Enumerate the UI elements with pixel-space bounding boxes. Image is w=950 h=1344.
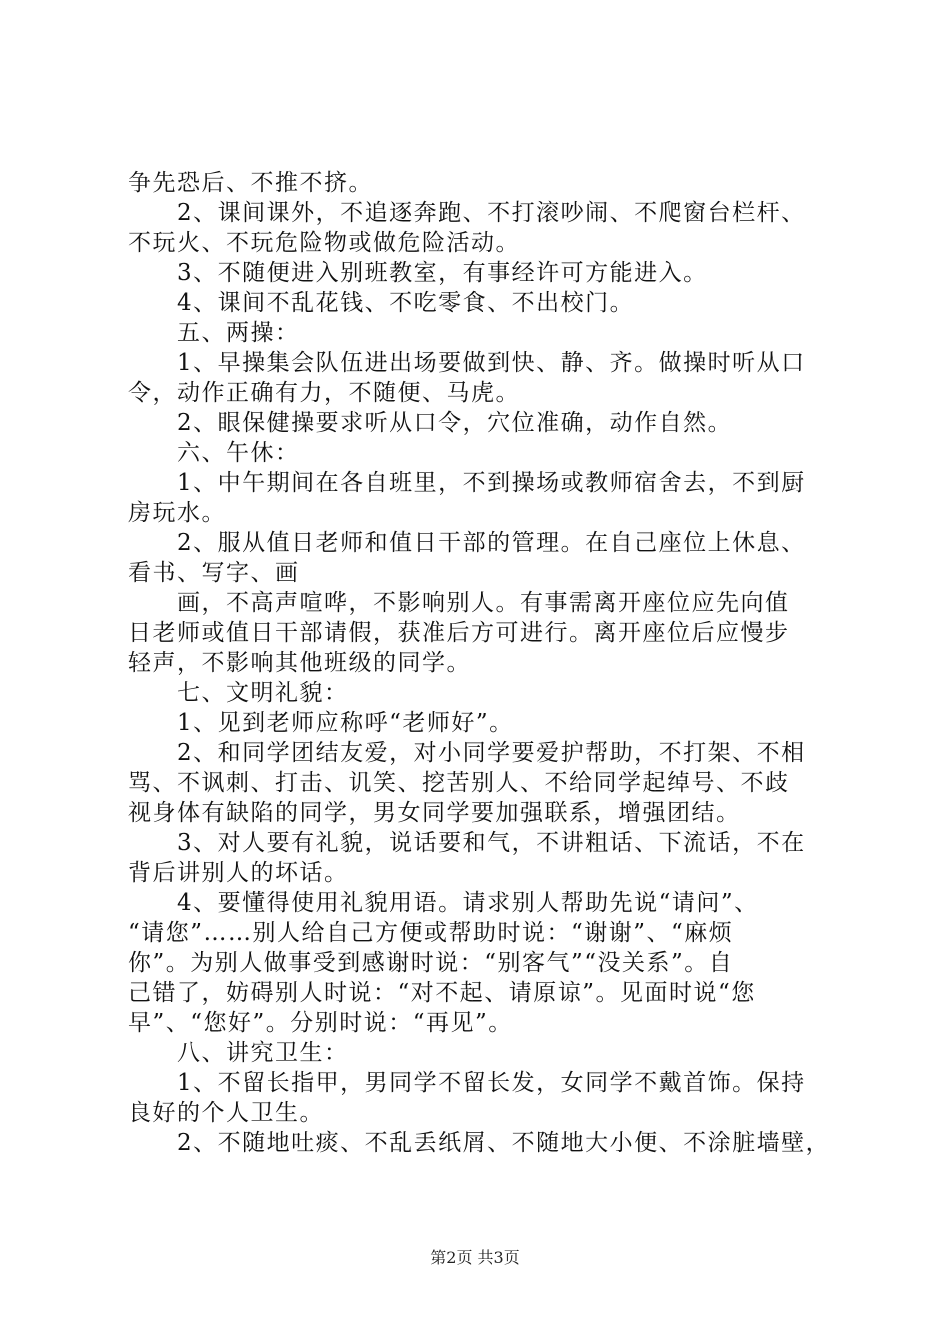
section-heading: 八、讲究卫生： — [128, 1040, 349, 1066]
text-line: 不玩火、不玩危险物或做危险活动。 — [128, 230, 520, 256]
text-line: “请您”……别人给自己方便或帮助时说：“谢谢”、“麻烦 — [128, 920, 734, 946]
text-line: 争先恐后、不推不挤。 — [128, 170, 373, 196]
text-line: 3、对人要有礼貌，说话要和气，不讲粗话、下流话，不在 — [128, 830, 806, 856]
text-line: 1、见到老师应称呼“老师好”。 — [128, 710, 514, 736]
text-line: 1、不留长指甲，男同学不留长发，女同学不戴首饰。保持 — [128, 1070, 806, 1096]
text-line: 轻声，不影响其他班级的同学。 — [128, 650, 471, 676]
text-line: 1、中午期间在各自班里，不到操场或教师宿舍去，不到厨 — [128, 470, 806, 496]
text-line: 2、课间课外，不追逐奔跑、不打滚吵闹、不爬窗台栏杆、 — [128, 200, 806, 226]
text-line: 4、课间不乱花钱、不吃零食、不出校门。 — [128, 290, 635, 316]
document-body — [128, 168, 840, 1158]
text-line: 早”、“您好”。分别时说：“再见”。 — [128, 1010, 513, 1036]
text-line: 日老师或值日干部请假，获准后方可进行。离开座位后应慢步 — [128, 620, 790, 646]
text-line: 4、要懂得使用礼貌用语。请求别人帮助先说“请问”、 — [128, 890, 759, 916]
text-line: 良好的个人卫生。 — [128, 1100, 324, 1126]
text-line: 2、眼保健操要求听从口令，穴位准确，动作自然。 — [128, 410, 733, 436]
text-line: 3、不随便进入别班教室，有事经许可方能进入。 — [128, 260, 708, 286]
text-line: 你”。为别人做事受到感谢时说：“别客气”“没关系”。自 — [128, 950, 734, 976]
text-line: 背后讲别人的坏话。 — [128, 860, 349, 886]
text-line: 2、和同学团结友爱，对小同学要爱护帮助，不打架、不相 — [128, 740, 806, 766]
text-line: 2、不随地吐痰、不乱丢纸屑、不随地大小便、不涂脏墙壁， — [128, 1130, 831, 1156]
text-line: 视身体有缺陷的同学，男女同学要加强联系，增强团结。 — [128, 800, 741, 826]
section-heading: 五、两操： — [128, 320, 300, 346]
text-line: 画，不高声喧哗，不影响别人。有事需离开座位应先向值 — [128, 590, 790, 616]
section-heading: 六、午休： — [128, 440, 300, 466]
text-line: 令，动作正确有力，不随便、马虎。 — [128, 380, 520, 406]
text-line: 2、服从值日老师和值日干部的管理。在自己座位上休息、 — [128, 530, 806, 556]
text-line: 看书、写字、画 — [128, 560, 300, 586]
text-line: 己错了，妨碍别人时说：“对不起、请原谅”。见面时说“您 — [128, 980, 756, 1006]
section-heading: 七、文明礼貌： — [128, 680, 349, 706]
text-line: 1、早操集会队伍进出场要做到快、静、齐。做操时听从口 — [128, 350, 806, 376]
page-footer: 第2页 共3页 — [430, 1248, 520, 1267]
text-line: 骂、不讽刺、打击、讥笑、挖苦别人、不给同学起绰号、不歧 — [128, 770, 790, 796]
text-line: 房玩水。 — [128, 500, 226, 526]
